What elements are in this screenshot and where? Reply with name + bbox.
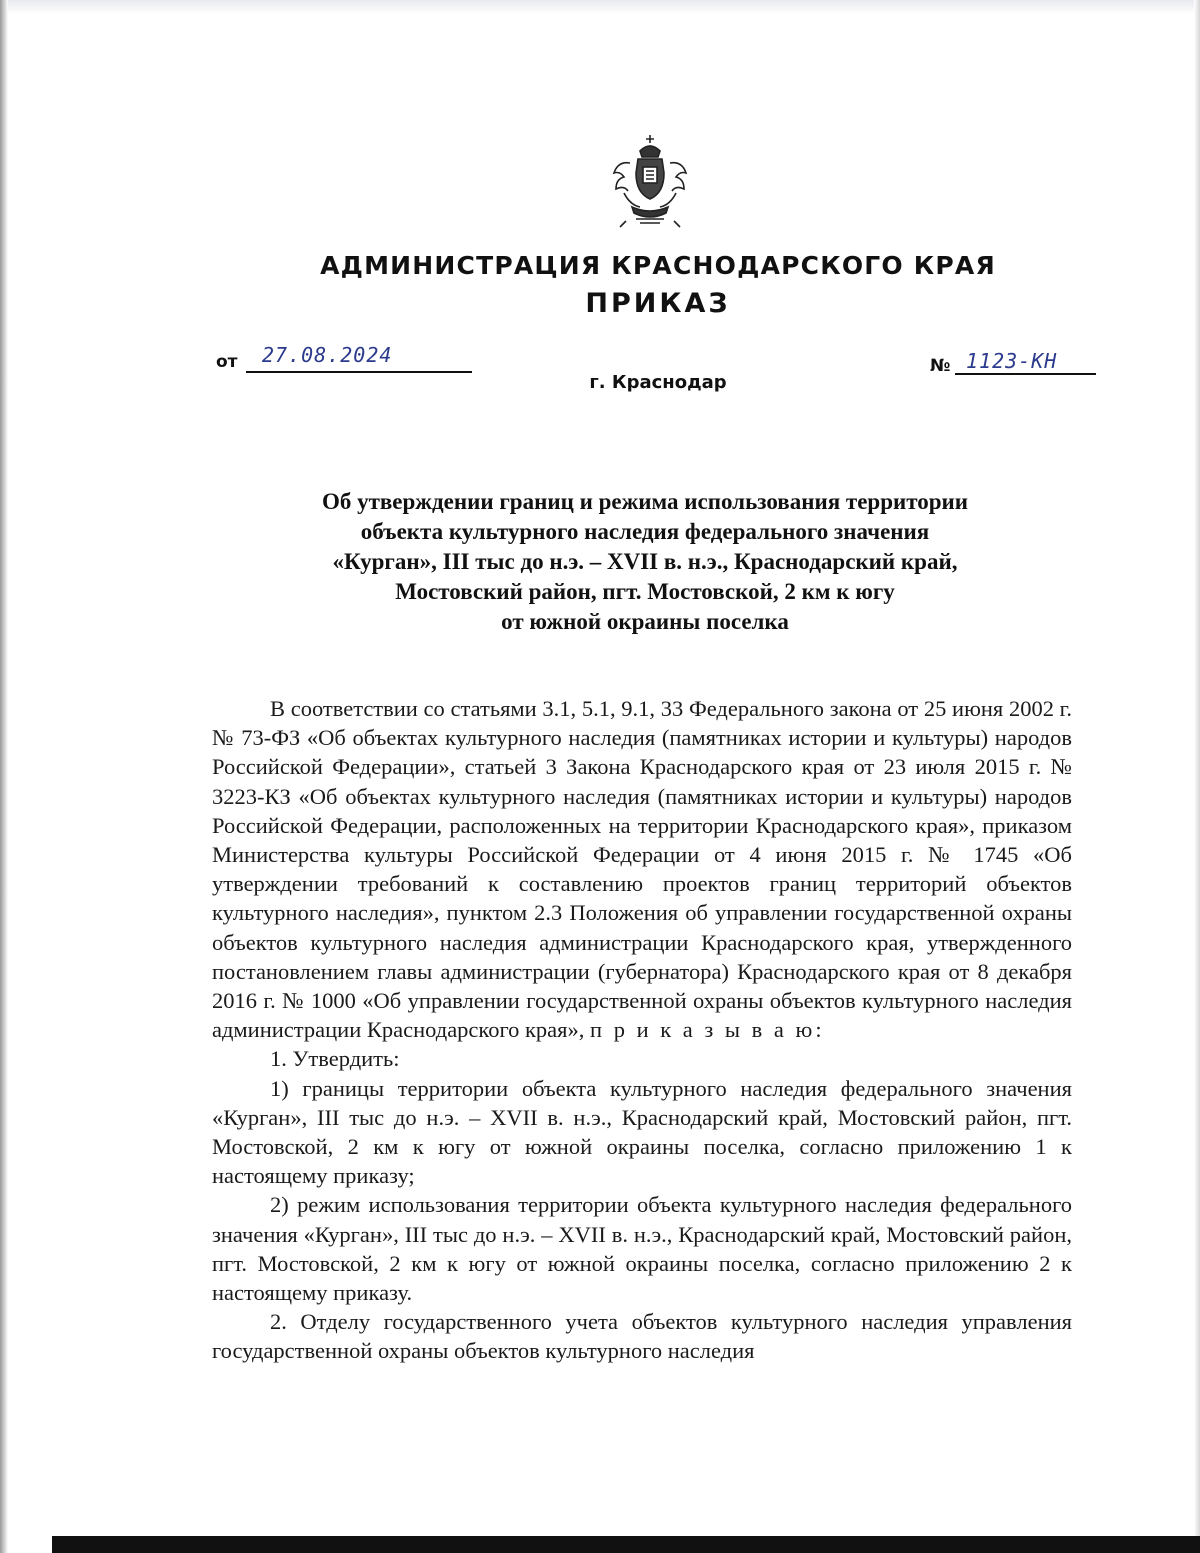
command-word: п р и к а з ы в а ю: <box>590 1017 825 1043</box>
scan-edge-left <box>0 0 8 1553</box>
coat-of-arms-emblem <box>610 133 690 229</box>
scan-edge-top <box>0 0 1200 14</box>
date-value-handwritten: 27.08.2024 <box>262 343 393 367</box>
preamble-paragraph <box>212 694 1072 1044</box>
scan-edge-right <box>1194 0 1200 1553</box>
subject-line: объекта культурного наследия федерального значения <box>360 519 930 544</box>
number-value-handwritten: 1123-КН <box>966 349 1058 373</box>
item-1: 1. Утвердить: <box>270 1046 400 1072</box>
item-1-2: 2) режим использования территории объекта культурного наследия федерального значения «Курган», III тыс до н.э. – XVII в. н.э., Краснодарский край, Мостовский район, пгт. Мостовской, 2 км к югу от южной окраины поселка, согласно приложению 2 к настоящему приказу. <box>212 1192 1072 1306</box>
organization-name: АДМИНИСТРАЦИЯ КРАСНОДАРСКОГО КРАЯ <box>320 251 996 280</box>
document-type-title: ПРИКАЗ <box>585 288 731 319</box>
scan-edge-bottom <box>52 1536 1200 1553</box>
number-label: № <box>930 356 951 376</box>
item-1-1: 1) границы территории объекта культурного наследия федерального значения «Курган», III тыс до н.э. – XVII в. н.э., Краснодарский край, Мостовский район, пгт. Мостовской, 2 км к югу от южной окраины поселка, согласно приложению 1 к настоящему приказу; <box>212 1075 1072 1189</box>
date-label: от <box>216 352 238 372</box>
city: г. Краснодар <box>589 372 727 393</box>
preamble-text: В соответствии со статьями 3.1, 5.1, 9.1, 33 Федерального закона от 25 июня 2002 г. № 73-ФЗ «Об объектах культурного наследия (памятниках истории и культуры) народов Российской Федерации», статьей 3 Закона Краснодарского края от 23 июля 2015 г. № 3223-КЗ «Об объектах культурного наследия (памятниках истории и культуры) народов Российской Федерации, расположенных на территории Краснодарского края», приказом Министерства культуры Российской Федерации от 4 июня 2015 г. № 1745 «Об утверждении требований к составлению проектов границ территорий объектов культурного наследия», пунктом 2.3 Положения об управлении государственной охраны объектов культурного наследия администрации Краснодарского края, утвержденного постановлением главы администрации (губернатора) Краснодарского края от 8 декабря 2016 г. № 1000 «Об управлении государственной охраны объектов культурного наследия администрации Краснодарского края», <box>212 696 1072 1043</box>
subject-line: Мостовский район, пгт. Мостовской, 2 км к югу <box>395 579 895 604</box>
subject-line: Об утверждении границ и режима использования территории <box>321 489 969 514</box>
document-body <box>212 694 1072 1366</box>
subject-line: от южной окраины поселка <box>501 609 789 634</box>
item-2: 2. Отделу государственного учета объектов культурного наследия управления государственной охраны объектов культурного наследия <box>212 1309 1072 1364</box>
subject-line: «Курган», III тыс до н.э. – XVII в. н.э., Краснодарский край, <box>332 549 958 574</box>
document-subject <box>0 487 1200 637</box>
